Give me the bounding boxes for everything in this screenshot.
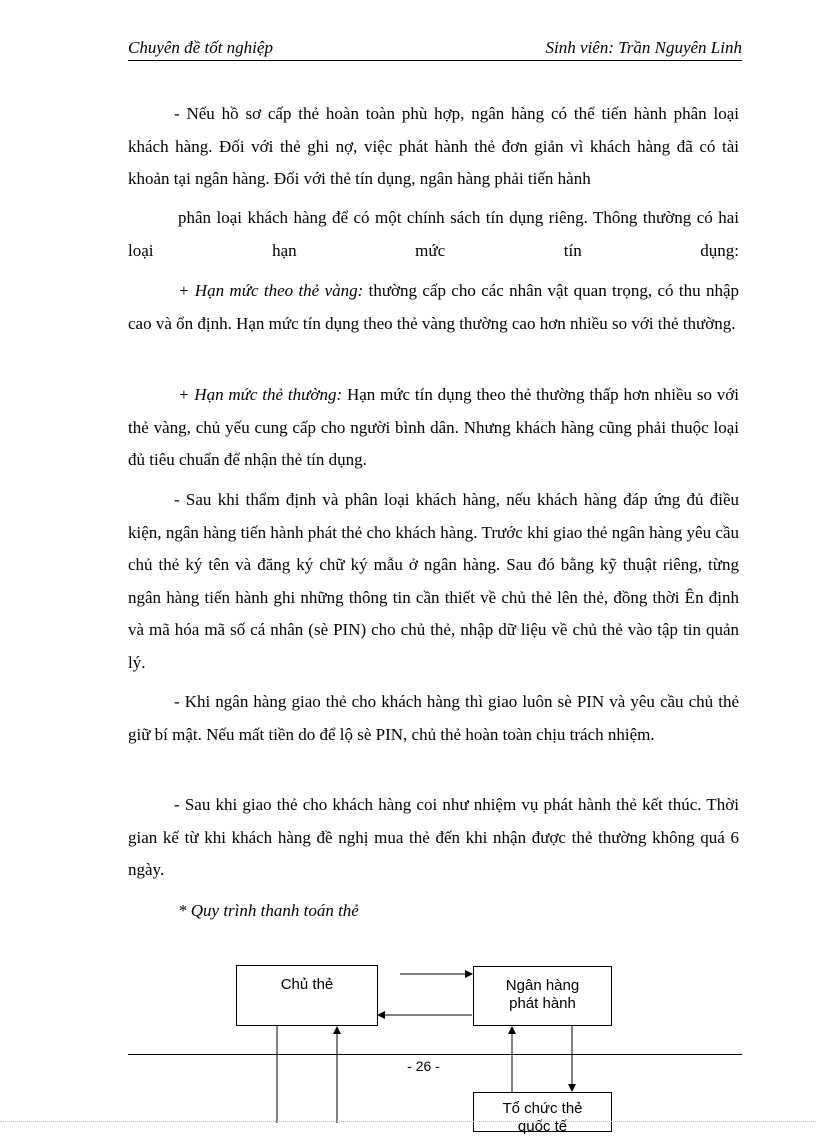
page-edge: [0, 1121, 816, 1122]
header-author: Sinh viên: Trần Nguyên Linh: [545, 38, 742, 57]
box-issuer-line2: phát hành: [509, 995, 576, 1012]
paragraph-6: - Khi ngân hàng giao thẻ cho khách hàng thì giao luôn sè PIN và yêu cầu chủ thẻ giữ bí mật. Nếu mất tiền do để lộ sè PIN, chủ thẻ hoàn toàn chịu trách nhiệm.: [128, 692, 739, 744]
paragraph-2: phân loại khách hàng để có một chính sách tín dụng riêng. Thông thường có hai loại hạn mức tín dụng:: [128, 208, 739, 260]
section-title: * Quy trình thanh toán thẻ: [178, 901, 359, 920]
footer-rule: [128, 1054, 742, 1055]
page-number: - 26 -: [407, 1058, 440, 1074]
box-cardholder-label: Chủ thẻ: [280, 976, 334, 993]
box-intl-line1: Tổ chức thẻ: [502, 1100, 583, 1117]
gold-limit-text: thường cấp cho các nhân vật quan trọng, có thu nhập cao và ổn định. Hạn mức tín dụng theo thẻ vàng thường cao hơn nhiều so với thẻ thường.: [128, 281, 739, 333]
paragraph-5: - Sau khi thẩm định và phân loại khách hàng, nếu khách hàng đáp ứng đủ điều kiện, ngân hàng tiến hành phát thẻ cho khách hàng. Trước khi giao thẻ ngân hàng yêu cầu chủ thẻ ký tên và đăng ký chữ ký mẫu ở ngân hàng. Sau đó bằng kỹ thuật riêng, từng ngân hàng tiến hành ghi những thông tin cần thiết về chủ thẻ lên thẻ, đồng thời Ên định và mã hóa mã số cá nhân (sè PIN) cho chủ thẻ, nhập dữ liệu về chủ thẻ vào tập tin quản lý.: [128, 490, 739, 672]
gold-limit-label: + Hạn mức theo thẻ vàng:: [178, 281, 364, 300]
paragraph-7: - Sau khi giao thẻ cho khách hàng coi như nhiệm vụ phát hành thẻ kết thúc. Thời gian kể từ khi khách hàng đề nghị mua thẻ đến khi nhận được thẻ thường không quá 6 ngày.: [128, 795, 739, 879]
box-international-card-org: [473, 1092, 612, 1135]
box-issuer-line1: Ngân hàng: [505, 977, 580, 994]
box-intl-line2: quốc tế: [517, 1118, 568, 1135]
box-issuing-bank: [473, 966, 612, 1026]
standard-limit-text: Hạn mức tín dụng theo thẻ thường thấp hơn nhiều so với thẻ vàng, chủ yếu cung cấp cho người bình dân. Nhưng khách hàng cũng phải thuộc loại đủ tiêu chuẩn để nhận thẻ tín dụng.: [128, 385, 740, 469]
header-title: Chuyên đề tốt nghiệp: [128, 38, 273, 57]
box-cardholder: [236, 965, 378, 1026]
standard-limit-label: + Hạn mức thẻ thường:: [178, 385, 343, 404]
paragraph-1: - Nếu hồ sơ cấp thẻ hoàn toàn phù hợp, ngân hàng có thể tiến hành phân loại khách hàng. Đối với thẻ ghi nợ, việc phát hành thẻ đơn giản vì khách hàng đã có tài khoản tại ngân hàng. Đối với thẻ tín dụng, ngân hàng phải tiến hành: [128, 104, 739, 188]
